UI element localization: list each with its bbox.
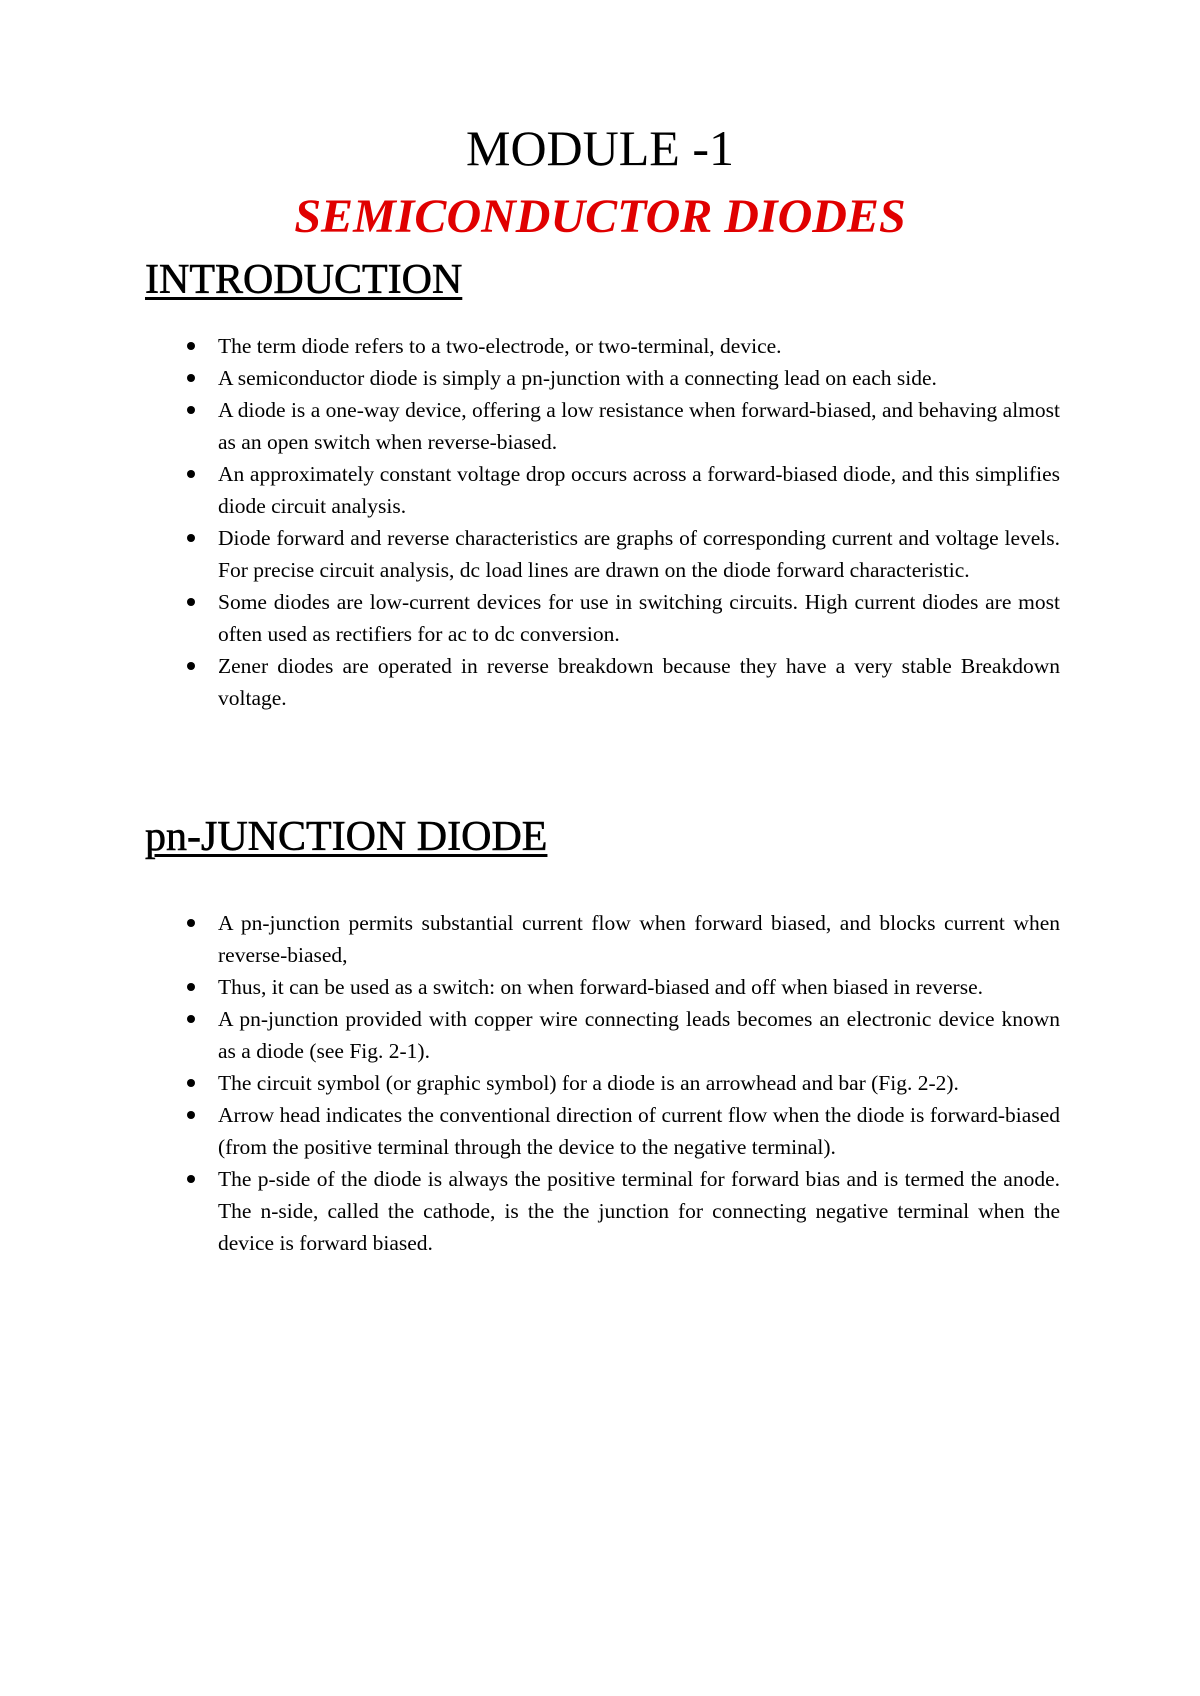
list-item-text: The p-side of the diode is always the positive terminal for forward bias and is termed the anode. The n-side, called the cathode, is the the junction for connecting negative terminal when the device is forward biased. (218, 1167, 1060, 1255)
list-item (178, 458, 1060, 522)
list-item-text: An approximately constant voltage drop occurs across a forward-biased diode, and this simplifies diode circuit analysis. (218, 462, 1060, 518)
bullet-icon (187, 598, 195, 606)
list-item-text: Diode forward and reverse characteristics are graphs of corresponding current and voltage levels. For precise circuit analysis, dc load lines are drawn on the diode forward characteristic. (218, 526, 1060, 582)
bullet-icon (187, 374, 195, 382)
bullet-icon (187, 662, 195, 670)
list-item-text: The circuit symbol (or graphic symbol) for a diode is an arrowhead and bar (Fig. 2-2). (218, 1071, 959, 1095)
bullet-icon (187, 919, 195, 927)
list-item (178, 330, 1060, 362)
introduction-list (178, 330, 1060, 714)
list-item-text: A pn-junction permits substantial current flow when forward biased, and blocks current when reverse-biased, (218, 911, 1060, 967)
list-item-text: Zener diodes are operated in reverse breakdown because they have a very stable Breakdown voltage. (218, 654, 1060, 710)
bullet-icon (187, 1079, 195, 1087)
list-item (178, 586, 1060, 650)
list-item (178, 971, 1060, 1003)
bullet-icon (187, 1111, 195, 1119)
bullet-icon (187, 406, 195, 414)
list-item-text: The term diode refers to a two-electrode, or two-terminal, device. (218, 334, 782, 358)
list-item (178, 522, 1060, 586)
bullet-icon (187, 1175, 195, 1183)
bullet-icon (187, 1015, 195, 1023)
module-title: MODULE -1 (465, 120, 735, 176)
list-item-text: Some diodes are low-current devices for use in switching circuits. High current diodes are most often used as rectifiers for ac to dc conversion. (218, 590, 1060, 646)
bullet-icon (187, 470, 195, 478)
list-item-text: Thus, it can be used as a switch: on when forward-biased and off when biased in reverse. (218, 975, 984, 999)
list-item (178, 1003, 1060, 1067)
list-item (178, 362, 1060, 394)
list-item-text: A semiconductor diode is simply a pn-junction with a connecting lead on each side. (218, 366, 937, 390)
bullet-icon (187, 534, 195, 542)
bullet-icon (187, 342, 195, 350)
list-item (178, 1099, 1060, 1163)
bullet-icon (187, 983, 195, 991)
list-item-text: A diode is a one-way device, offering a low resistance when forward-biased, and behaving almost as an open switch when reverse-biased. (218, 398, 1060, 454)
introduction-heading: INTRODUCTION (145, 257, 463, 303)
list-item (178, 907, 1060, 971)
list-item (178, 1163, 1060, 1259)
list-item (178, 1067, 1060, 1099)
pn-junction-list (178, 907, 1060, 1259)
list-item-text: A pn-junction provided with copper wire connecting leads becomes an electronic device known as a diode (see Fig. 2-1). (218, 1007, 1060, 1063)
list-item (178, 650, 1060, 714)
module-subtitle: SEMICONDUCTOR DIODES (294, 190, 906, 243)
list-item-text: Arrow head indicates the conventional direction of current flow when the diode is forward-biased (from the positive terminal through the device to the negative terminal). (218, 1103, 1060, 1159)
list-item (178, 394, 1060, 458)
pn-junction-heading: pn-JUNCTION DIODE (145, 814, 548, 860)
